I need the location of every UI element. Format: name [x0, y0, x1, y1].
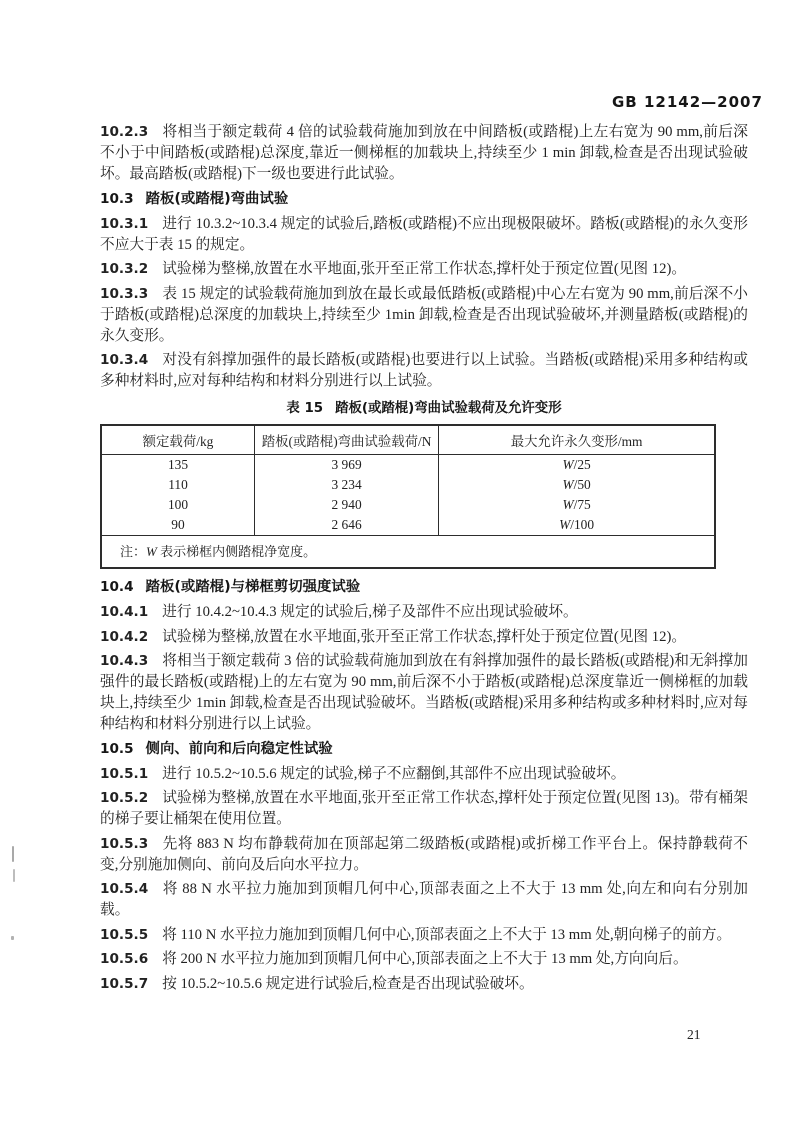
clause-text: 试验梯为整梯,放置在水平地面,张开至正常工作状态,撑杆处于预定位置(见图 12)。 — [162, 261, 687, 277]
table-header-cell: 踏板(或踏棍)弯曲试验载荷/N — [255, 425, 439, 455]
clause-text: 先将 883 N 均布静载荷加在顶部起第二级踏板(或踏棍)或折梯工作平台上。保持静载荷不变,分别施加侧向、前向及后向水平拉力。 — [100, 835, 748, 873]
clause-text: 对没有斜撑加强件的最长踏板(或踏棍)也要进行以上试验。当踏板(或踏棍)采用多种结构或多种材料时,应对每种结构和材料分别进行以上试验。 — [100, 352, 748, 389]
clause-text: 将 110 N 水平拉力施加到顶帽几何中心,顶部表面之上不大于 13 mm 处,朝向梯子的前方。 — [162, 926, 732, 943]
table-cell: 110 — [168, 477, 188, 492]
clause-number: 10.5 — [100, 740, 134, 757]
clause-10.3.1 — [100, 214, 748, 256]
table-note: 注：W 表示梯框内侧踏棍净宽度。 — [101, 536, 715, 569]
document-body — [100, 122, 748, 998]
clause-number: 10.3.4 — [100, 352, 149, 368]
clause-number: 10.4 — [100, 579, 134, 595]
clause-10.4.3 — [100, 651, 748, 735]
page-number: 21 — [687, 1027, 701, 1042]
clause-number: 10.5.2 — [100, 790, 149, 806]
table-caption-label: 表 15 — [286, 401, 324, 416]
clause-text: 试验梯为整梯,放置在水平地面,张开至正常工作状态,撑杆处于预定位置(见图 13)。带有桶架的梯子要让桶架在使用位置。 — [100, 790, 748, 827]
clause-number: 10.5.4 — [100, 881, 149, 897]
table-cell: W/100 — [439, 515, 715, 536]
clause-10.3.2 — [100, 259, 748, 280]
clause-number: 10.5.3 — [100, 835, 149, 852]
table-row — [101, 475, 715, 495]
clause-number: 10.5.5 — [100, 926, 149, 943]
clause-number: 10.5.7 — [100, 975, 149, 992]
clause-text: 将相当于额定载荷 3 倍的试验载荷施加到放在有斜撑加强件的最长踏板(或踏棍)和无斜撑加强件的最长踏板(或踏棍)上的左右宽为 90 mm,前后深不小于踏板(或踏棍)总深度靠近一侧梯框的加载块上,持续至少 1min 卸载,检查是否出现试验破坏。当踏板(或踏棍)采用多种结构或多种材料时,应对每种结构和材料分别进行以上试验。 — [100, 653, 748, 732]
clause-number: 10.4.1 — [100, 604, 149, 620]
table-cell: 100 — [167, 497, 189, 512]
table-cell: 2 940 — [255, 495, 439, 515]
clause-10.5.3 — [100, 834, 748, 876]
clause-number: 10.2.3 — [100, 124, 149, 140]
clause-10.5.7 — [100, 974, 748, 995]
table-note-row — [101, 536, 715, 569]
table-cell: 135 — [167, 457, 189, 472]
clause-text: 侧向、前向和后向稳定性试验 — [145, 740, 333, 757]
clause-number: 10.4.3 — [100, 653, 149, 669]
clause-10.4.1 — [100, 602, 748, 623]
table-cell: 2 646 — [255, 515, 439, 536]
table-caption — [100, 397, 748, 416]
clause-number: 10.5.1 — [100, 765, 149, 782]
table-header-row — [101, 425, 715, 455]
clause-10.5.4 — [100, 879, 748, 921]
clause-10.4.2 — [100, 627, 748, 648]
table-header-cell: 额定载荷/kg — [101, 425, 255, 455]
table-15-block — [100, 397, 748, 569]
section-heading-10.4 — [100, 577, 748, 598]
table-15 — [100, 424, 716, 569]
clause-number: 10.3.3 — [100, 285, 149, 302]
scan-artifact — [12, 846, 14, 862]
table-row — [101, 515, 715, 536]
clause-10.5.5 — [100, 925, 748, 946]
table-row — [101, 455, 715, 476]
clause-text: 将 88 N 水平拉力施加到顶帽几何中心,顶部表面之上不大于 13 mm 处,向左和向右分别加载。 — [100, 881, 748, 918]
clause-10.5.6 — [100, 949, 748, 970]
clause-text: 进行 10.3.2~10.3.4 规定的试验后,踏板(或踏棍)不应出现极限破坏。踏板(或踏棍)的永久变形不应大于表 15 的规定。 — [100, 215, 748, 253]
table-cell: 90 — [171, 517, 185, 532]
table-cell: 3 969 — [255, 455, 439, 476]
clause-10.3.3 — [100, 284, 748, 347]
clause-number: 10.3.2 — [100, 261, 149, 277]
clause-text: 踏板(或踏棍)弯曲试验 — [145, 190, 289, 207]
table-cell: 3 234 — [255, 475, 439, 495]
clause-text: 踏板(或踏棍)与梯框剪切强度试验 — [145, 579, 361, 595]
clause-10.2.3 — [100, 122, 748, 185]
clause-text: 表 15 规定的试验载荷施加到放在最长或最低踏板(或踏棍)中心左右宽为 90 mm,前后深不小于踏板(或踏棍)总深度的加载块上,持续至少 1min 卸载,检查是否出现试验破坏,并测量踏板(或踏棍)的永久变形。 — [100, 285, 748, 344]
table-header-cell: 最大允许永久变形/mm — [439, 425, 715, 455]
standard-number: GB 12142—2007 — [612, 93, 763, 111]
section-heading-10.3 — [100, 189, 748, 210]
clause-text: 进行 10.5.2~10.5.6 规定的试验,梯子不应翻倒,其部件不应出现试验破坏。 — [162, 765, 626, 782]
clause-number: 10.3 — [100, 190, 134, 207]
clause-text: 将相当于额定载荷 4 倍的试验载荷施加到放在中间踏板(或踏棍)上左右宽为 90 mm,前后深不小于中间踏板(或踏棍)总深度,靠近一侧梯框的加载块上,持续至少 1 min 卸载,检查是否出现试验破坏。最高踏板(或踏棍)下一级也要进行此试验。 — [100, 124, 748, 182]
clause-number: 10.4.2 — [100, 628, 149, 645]
clause-number: 10.5.6 — [100, 951, 149, 967]
table-caption-text: 踏板(或踏棍)弯曲试验载荷及允许变形 — [335, 401, 562, 416]
table-cell: W/75 — [439, 495, 715, 515]
clause-10.3.4 — [100, 350, 748, 392]
clause-10.5.2 — [100, 788, 748, 830]
clause-10.5.1 — [100, 764, 748, 785]
clause-text: 进行 10.4.2~10.4.3 规定的试验后,梯子及部件不应出现试验破坏。 — [162, 604, 578, 620]
scan-artifact — [11, 936, 14, 940]
clause-number: 10.3.1 — [100, 215, 149, 232]
table-row — [101, 495, 715, 515]
clause-text: 将 200 N 水平拉力施加到顶帽几何中心,顶部表面之上不大于 13 mm 处,方向向后。 — [162, 951, 688, 967]
table-cell: W/50 — [439, 475, 715, 495]
clause-text: 按 10.5.2~10.5.6 规定进行试验后,检查是否出现试验破坏。 — [162, 975, 534, 992]
scan-artifact — [13, 869, 15, 882]
section-heading-10.5 — [100, 739, 748, 760]
clause-text: 试验梯为整梯,放置在水平地面,张开至正常工作状态,撑杆处于预定位置(见图 12)。 — [162, 628, 687, 645]
table-cell: W/25 — [439, 455, 715, 476]
